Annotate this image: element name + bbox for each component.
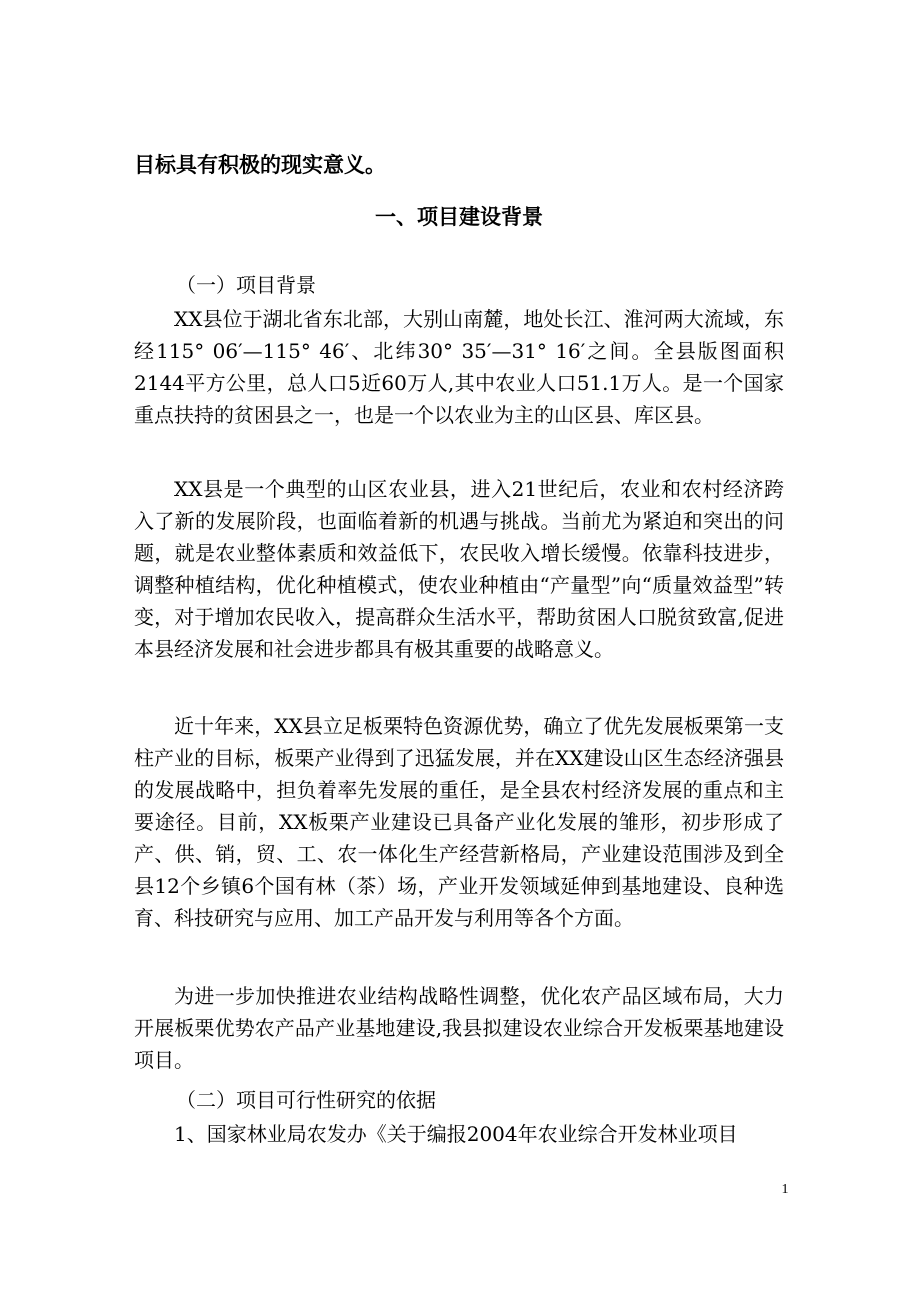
paragraph-project-plan: 为进一步加快推进农业结构战略性调整，优化农产品区域布局，大力开展板栗优势农产品产业基地建设,我县拟建设农业综合开发板栗基地建设项目。 [134,984,784,1072]
subsection-title-basis: （二）项目可行性研究的依据 [176,1088,436,1112]
section-title: 一、项目建设背景 [375,205,543,229]
basis-item-1: 1、国家林业局农发办《关于编报2004年农业综合开发林业项目 [174,1122,738,1146]
subsection-title-background: （一）项目背景 [176,273,316,297]
intro-line: 目标具有积极的现实意义。 [134,153,386,177]
page-number: 1 [781,1182,789,1197]
paragraph-agriculture: XX县是一个典型的山区农业县，进入21世纪后，农业和农村经济跨入了新的发展阶段，也面临着新的机遇与挑战。当前尤为紧迫和突出的问题，就是农业整体素质和效益低下，农民收入增长缓慢。依靠科技进步，调整种植结构，优化种植模式，使农业种植由“产量型”向“质量效益型”转变，对于增加农民收入，提高群众生活水平，帮助贫困人口脱贫致富,促进本县经济发展和社会进步都具有极其重要的战略意义。 [134,477,784,661]
paragraph-location: XX县位于湖北省东北部，大别山南麓，地处长江、淮河两大流域，东经115° 06′—115° 46′、北纬30° 35′—31° 16′之间。全县版图面积2144平方公里，总人口5近60万人,其中农业人口51.1万人。是一个国家重点扶持的贫困县之一，也是一个以农业为主的山区县、库区县。 [134,307,784,427]
paragraph-chestnut-industry: 近十年来，XX县立足板栗特色资源优势，确立了优先发展板栗第一支柱产业的目标，板栗产业得到了迅猛发展，并在XX建设山区生态经济强县的发展战略中，担负着率先发展的重任，是全县农村经济发展的重点和主要途径。目前，XX板栗产业建设已具备产业化发展的雏形，初步形成了产、供、销，贸、工、农一体化生产经营新格局，产业建设范围涉及到全县12个乡镇6个国有林（茶）场，产业开发领域延伸到基地建设、良种选育、科技研究与应用、加工产品开发与利用等各个方面。 [134,714,784,930]
